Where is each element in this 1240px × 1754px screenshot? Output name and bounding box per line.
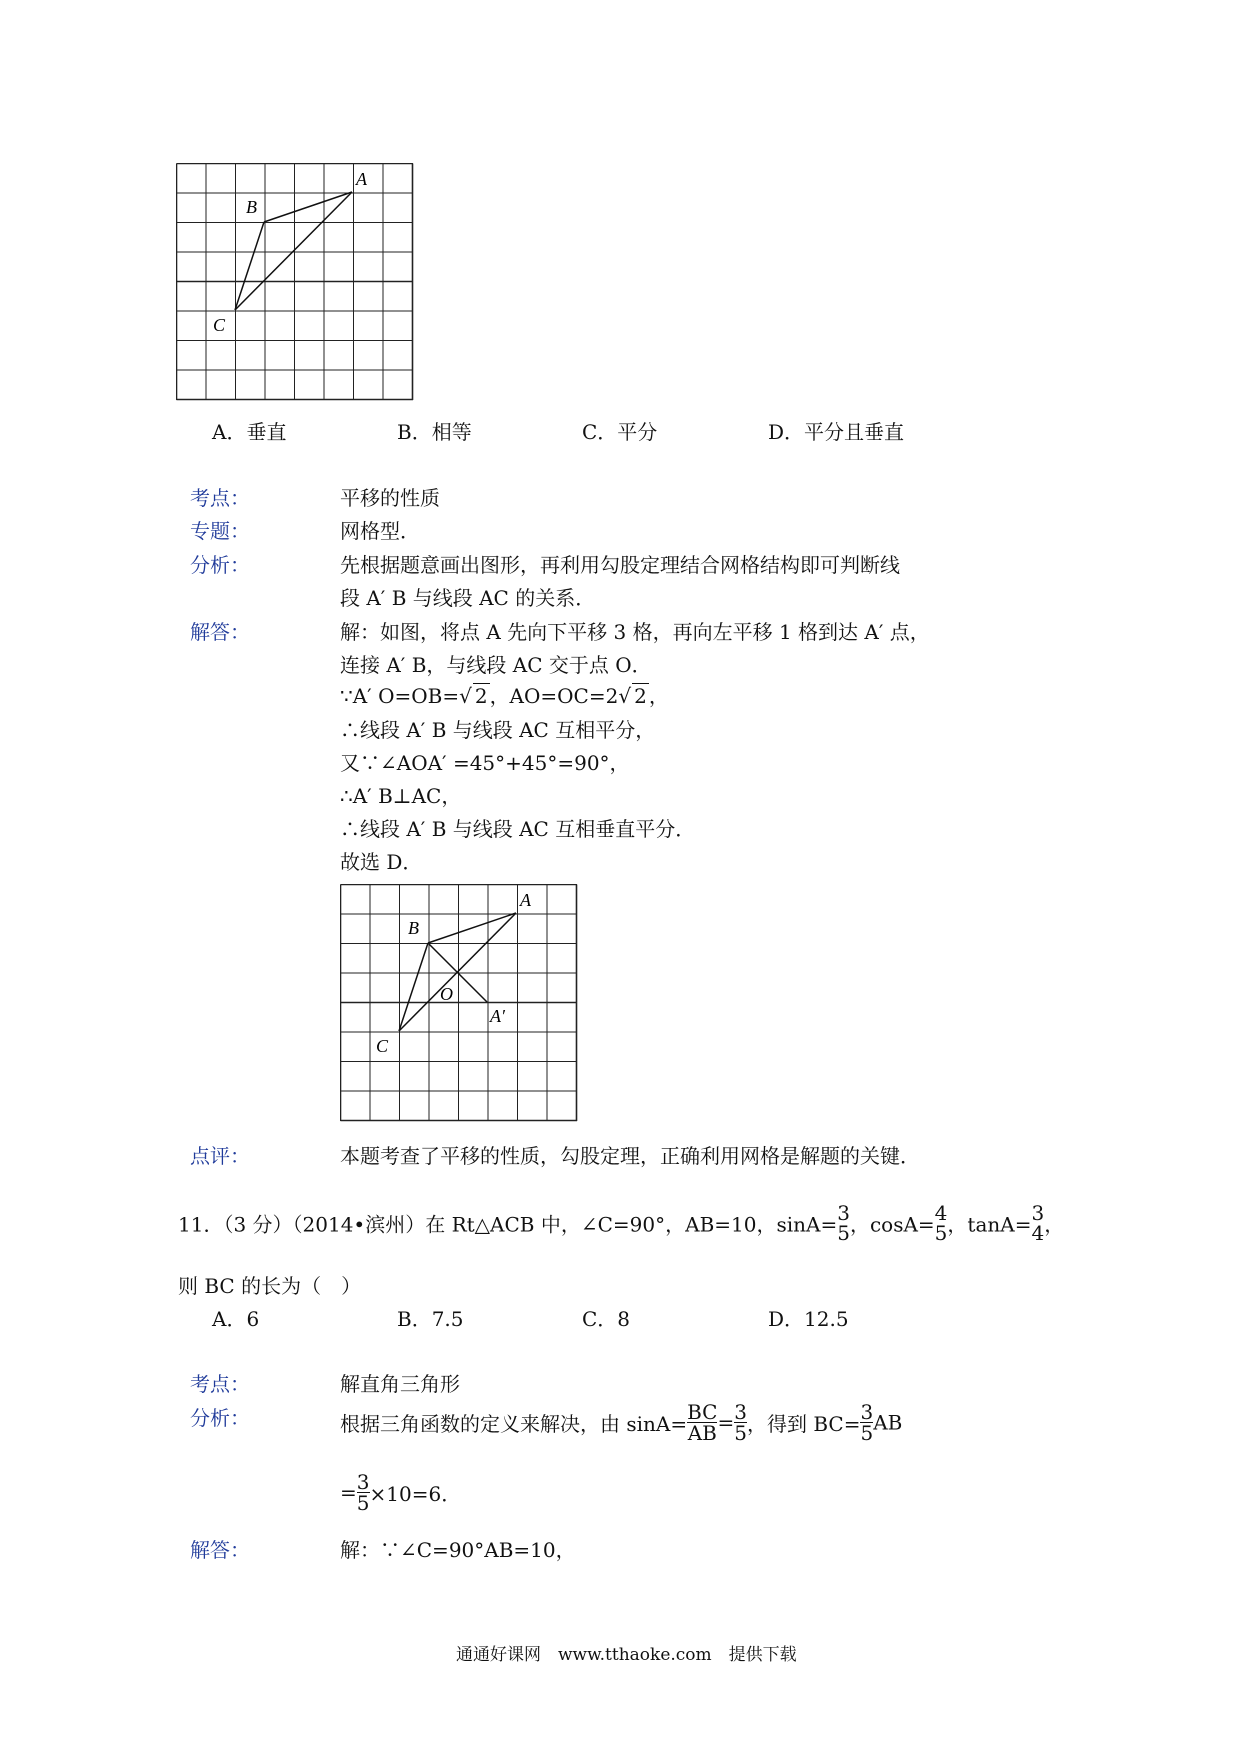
q11-stem-line-1 — [178, 1203, 1064, 1243]
fraction-tan — [1031, 1203, 1044, 1243]
fraction-three-fifths-3-num: 3 — [356, 1470, 370, 1494]
q11-stem-part-b: ，cosA= — [849, 1212, 935, 1237]
fraction-three-fifths-1-num: 3 — [734, 1400, 747, 1424]
page-footer[interactable]: 通通好课网 www.tthaoke.com 提供下载 — [456, 1645, 797, 1665]
fraction-cos — [935, 1203, 948, 1243]
fraction-three-fifths-1 — [734, 1402, 747, 1443]
q11-fenxi-label: 分析： — [190, 1406, 250, 1430]
fraction-tan-num: 3 — [1031, 1201, 1045, 1225]
q11-stem-part-d: ， — [1044, 1212, 1065, 1237]
option-d[interactable]: D．平分且垂直 — [768, 420, 905, 444]
fraction-sin — [837, 1203, 850, 1243]
q11-option-d[interactable]: D．12.5 — [768, 1307, 849, 1331]
q11-jieda-text: 解：∵∠C=90°AB=10， — [340, 1538, 576, 1562]
kaodian-text: 平移的性质 — [340, 486, 440, 510]
q11-fenxi2-rest: ×10=6． — [369, 1482, 462, 1506]
grid-figure-1 — [176, 163, 414, 401]
fenxi-label: 分析： — [190, 553, 250, 577]
fraction-three-fifths-2 — [860, 1402, 873, 1443]
q11-stem-part-c: ，tanA= — [947, 1212, 1032, 1237]
fraction-three-fifths-2-num: 3 — [860, 1400, 874, 1424]
fraction-three-fifths-3 — [357, 1472, 370, 1513]
q11-option-a[interactable]: A．6 — [212, 1307, 260, 1331]
fraction-sin-num: 3 — [837, 1201, 850, 1225]
segment-ba — [264, 192, 352, 222]
jieda-line-3-part-c: ，AO=OC=2 — [489, 684, 619, 708]
jieda-line-2: 连接 A′ B，与线段 AC 交于点 O． — [340, 653, 652, 677]
q11-fenxi-eq: = — [717, 1410, 735, 1435]
kaodian-label: 考点： — [190, 486, 250, 510]
sqrt-sign-icon: √ — [618, 684, 632, 708]
jieda-line-3 — [340, 680, 669, 709]
jieda-line-6: ∴A′ B⊥AC， — [340, 784, 462, 808]
point-label-b: B — [408, 918, 419, 938]
q11-fenxi2-eq: = — [340, 1480, 357, 1505]
q11-fenxi-line-1 — [340, 1402, 902, 1443]
segment-bc — [399, 943, 428, 1031]
jieda-line-3-part-e: ， — [648, 684, 669, 708]
q11-fenxi-line-2 — [340, 1472, 461, 1513]
segment-bc — [235, 222, 264, 310]
jieda-line-1: 解：如图，将点 A 先向下平移 3 格，再向左平移 1 格到达 A′ 点， — [340, 620, 930, 644]
fenxi-line-1: 先根据题意画出图形，再利用勾股定理结合网格结构即可判断线 — [340, 553, 900, 577]
sqrt-value-2: 2 — [634, 684, 647, 708]
q11-fenxi-part-a: 根据三角函数的定义来解决，由 sinA= — [340, 1412, 688, 1436]
option-c[interactable]: C．平分 — [582, 420, 658, 444]
jieda-label: 解答： — [190, 620, 250, 644]
sqrt-value-1: 2 — [474, 684, 488, 708]
grid-figure-2 — [340, 884, 578, 1122]
fraction-three-fifths-1-den: 5 — [734, 1421, 747, 1445]
zhuanti-text: 网格型． — [340, 519, 420, 543]
point-label-c: C — [376, 1036, 389, 1056]
jieda-line-5: 又∵∠AOA′ =45°+45°=90°， — [340, 751, 630, 775]
fraction-tan-den: 4 — [1031, 1221, 1045, 1245]
point-label-a-prime: A′ — [490, 1006, 505, 1026]
point-label-o: O — [440, 984, 453, 1004]
fraction-cos-den: 5 — [934, 1221, 948, 1245]
fraction-three-fifths-3-den: 5 — [356, 1491, 370, 1515]
option-b[interactable]: B．相等 — [397, 420, 472, 444]
q11-jieda-label: 解答： — [190, 1538, 250, 1562]
fraction-sin-den: 5 — [837, 1221, 850, 1245]
point-label-a: A — [520, 890, 531, 910]
dianping-label: 点评： — [190, 1144, 250, 1168]
jieda-line-8: 故选 D． — [340, 850, 423, 874]
fraction-bc-ab-num: BC — [687, 1400, 718, 1424]
q11-option-c[interactable]: C．8 — [582, 1307, 631, 1331]
fraction-three-fifths-2-den: 5 — [860, 1421, 874, 1445]
jieda-line-4: ∴线段 A′ B 与线段 AC 互相平分， — [340, 718, 656, 742]
jieda-line-7: ∴线段 A′ B 与线段 AC 互相垂直平分． — [340, 817, 696, 841]
q11-stem-line-2: 则 BC 的长为（ ） — [178, 1274, 362, 1298]
fenxi-line-2: 段 A′ B 与线段 AC 的关系． — [340, 586, 596, 610]
point-label-c: C — [213, 315, 226, 335]
fraction-bc-ab — [687, 1402, 717, 1443]
jieda-line-3-part-a: ∵A′ O=OB= — [340, 684, 460, 708]
q11-fenxi-part-c: AB — [873, 1410, 903, 1435]
q11-stem-part-a: 11．（3 分）（2014•滨州）在 Rt△ACB 中，∠C=90°，AB=10，sinA= — [178, 1212, 838, 1237]
sqrt-sign-icon: √ — [459, 684, 472, 708]
q11-option-b[interactable]: B．7.5 — [397, 1307, 464, 1331]
fraction-cos-num: 4 — [934, 1201, 948, 1225]
point-label-a: A — [356, 169, 367, 189]
q11-fenxi-part-b: ，得到 BC= — [746, 1412, 861, 1436]
dianping-text: 本题考查了平移的性质，勾股定理，正确利用网格是解题的关键． — [340, 1144, 920, 1168]
zhuanti-label: 专题： — [190, 519, 250, 543]
fraction-bc-ab-den: AB — [687, 1421, 717, 1445]
q11-kaodian-label: 考点： — [190, 1372, 250, 1396]
option-a[interactable]: A．垂直 — [212, 420, 287, 444]
q11-kaodian-text: 解直角三角形 — [340, 1372, 460, 1396]
segment-ba — [428, 913, 516, 943]
point-label-b: B — [246, 197, 257, 217]
